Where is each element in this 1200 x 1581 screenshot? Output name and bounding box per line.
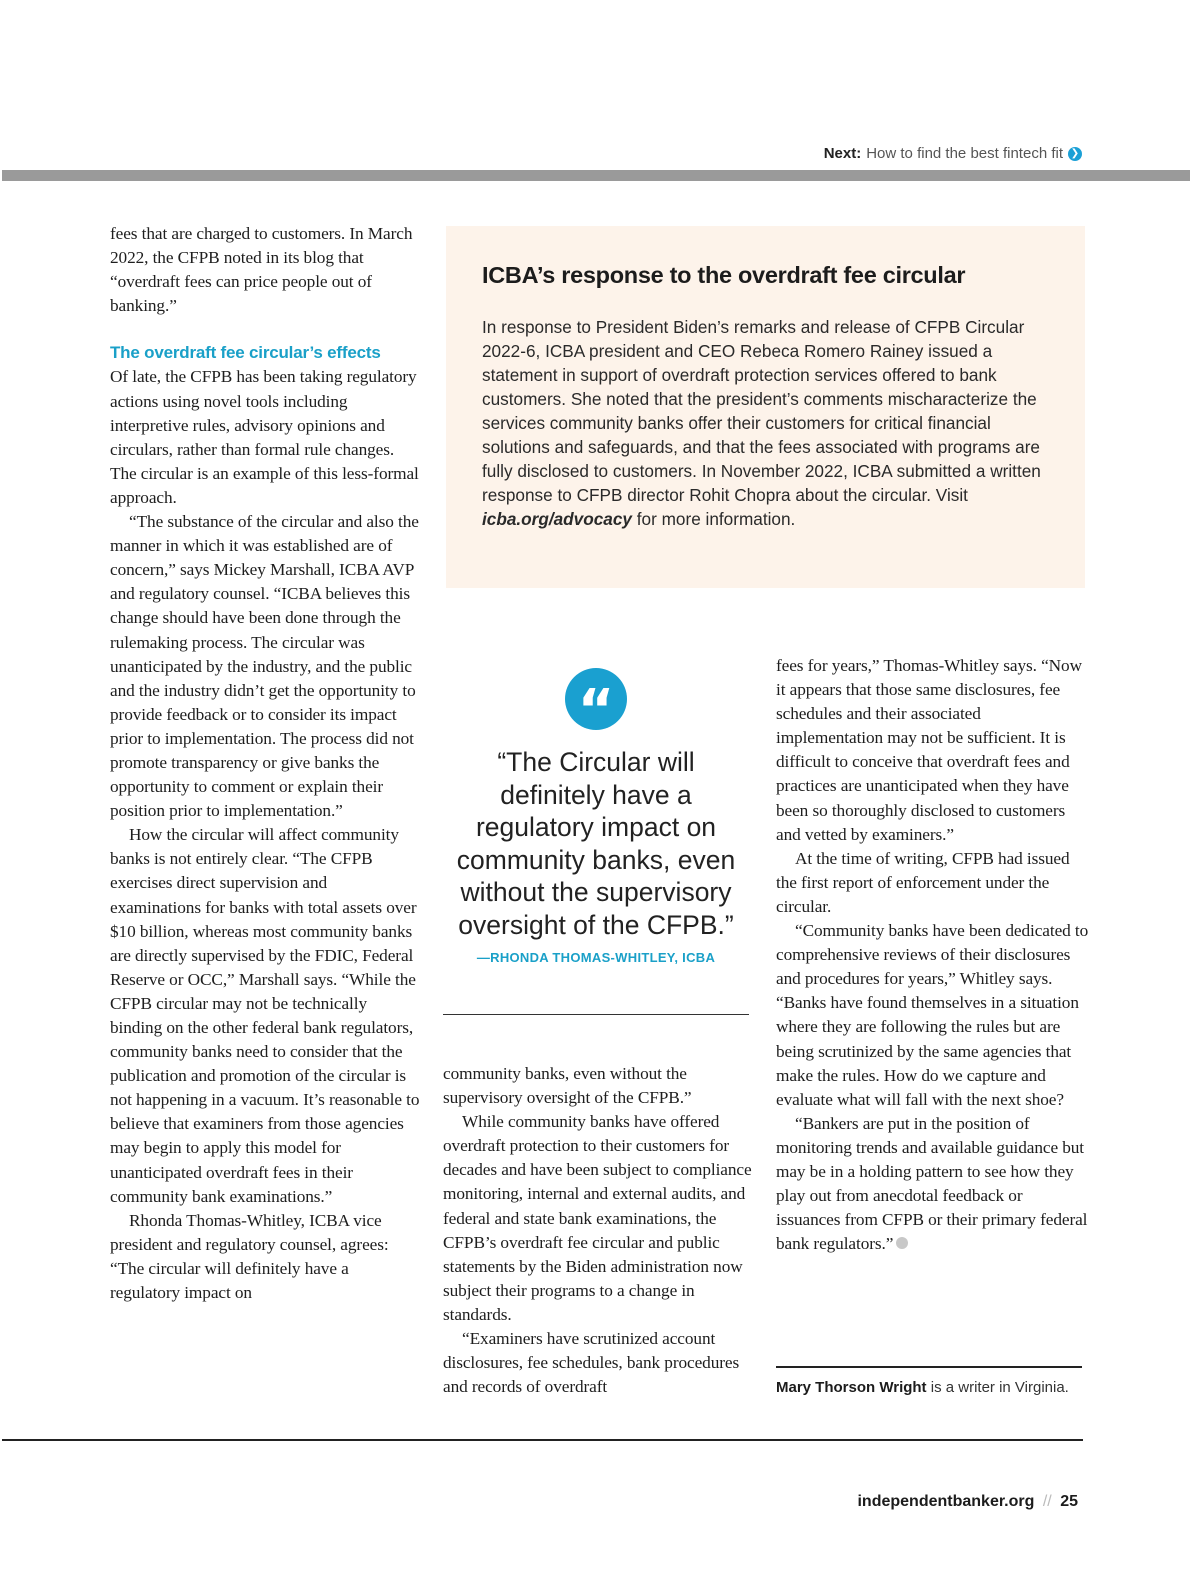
paragraph: “The substance of the circular and also the manner in which it was established are of concern,” says Mickey Marshall, ICBA AVP and regulatory counsel. “ICBA believes this change should have been done through the rulemaking process. The circular was unanticipated by the industry, and the public and the industry didn’t get the opportunity to provide feedback or to consider its impact prior to implementation. The process did not promote transparency or give banks the opportunity to comment or explain their position prior to implementation.”: [110, 512, 419, 821]
advocacy-link[interactable]: icba.org/advocacy: [482, 509, 632, 529]
section-subhead: The overdraft fee circular’s effects: [110, 343, 381, 363]
next-label: Next:: [823, 145, 862, 162]
top-divider-bar: [2, 170, 1190, 181]
end-mark-icon: [896, 1237, 908, 1249]
sidebar-visit-suffix: for more information.: [636, 509, 796, 529]
page-number: 25: [1060, 1493, 1078, 1510]
next-article-link[interactable]: [824, 145, 1082, 162]
pull-quote-attribution: —RHONDA THOMAS-WHITLEY, ICBA: [476, 950, 716, 965]
footer-site[interactable]: independentbanker.org: [857, 1493, 1035, 1510]
paragraph-text: “Bankers are put in the position of monitoring trends and available guidance but may be in a holding pattern to see how they play out from anecdotal feedback or issuances from CFPB or their primary federal bank regulators.”: [776, 1113, 1088, 1254]
bio-divider: [776, 1366, 1082, 1368]
article-column-1: [110, 222, 420, 1305]
sidebar-visit-prefix: Visit: [935, 485, 968, 505]
sidebar-text: In response to President Biden’s remarks and release of CFPB Circular 2022-6, ICBA president and CEO Rebeca Romero Rainey issued a statement in support of overdraft protection services offered to bank customers. She noted that the president’s comments mischaracterize the services community banks offer their customers for critical financial solutions and safeguards, and that the fees associated with programs are fully disclosed to customers. In November 2022, ICBA submitted a written response to CFPB director Rohit Chopra about the circular.: [482, 317, 1041, 505]
paragraph: Of late, the CFPB has been taking regulatory actions using novel tools including interpretive rules, advisory opinions and circulars, rather than formal rule changes. The circular is an example of this less-formal approach.: [110, 367, 419, 507]
article-column-3: [776, 654, 1091, 1256]
author-bio-text: is a writer in Virginia.: [930, 1379, 1069, 1396]
sidebar-title: ICBA’s response to the overdraft fee circular: [482, 262, 966, 288]
paragraph: “Community banks have been dedicated to comprehensive reviews of their disclosures and procedures for years,” Whitley says. “Banks have found themselves in a situation where they are following the rules but are being scrutinized by the same agencies that make the rules. How do we capture and evaluate what will fall with the next shoe?: [776, 921, 1089, 1109]
paragraph: How the circular will affect community banks is not entirely clear. “The CFPB exercises direct supervision and examinations for banks with total assets over $10 billion, whereas most community banks are directly supervised by the FDIC, Federal Reserve or OCC,” Marshall says. “While the CFPB circular may not be technically binding on the other federal bank regulators, community banks need to consider that the publication and promotion of the circular is not happening in a vacuum. It’s reasonable to believe that examiners from those agencies may begin to apply this model for unanticipated overdraft fees in their community bank examinations.”: [110, 825, 420, 1206]
sidebar-body: [482, 315, 1049, 531]
article-column-2: [443, 1062, 755, 1399]
page-footer: [857, 1493, 1078, 1511]
author-name: Mary Thorson Wright: [776, 1379, 927, 1396]
author-bio: [776, 1376, 1082, 1400]
chevron-right-circle-icon: ❯: [1068, 147, 1082, 161]
quote-icon: “: [565, 668, 627, 730]
footer-separator: //: [1042, 1493, 1052, 1510]
paragraph: fees for years,” Thomas-Whitley says. “Now it appears that those same disclosures, fee schedules and their associated implementation may not be sufficient. It is difficult to conceive that overdraft fees and practices are unanticipated when they have been so thoroughly disclosed to customers and vetted by examiners.”: [776, 656, 1082, 844]
paragraph: At the time of writing, CFPB had issued the first report of enforcement under the circular.: [776, 848, 1070, 916]
paragraph: “Examiners have scrutinized account disclosures, fee schedules, bank procedures and records of overdraft: [443, 1329, 740, 1397]
next-article-title: How to find the best fintech fit: [866, 145, 1063, 162]
sidebar-box: [446, 226, 1085, 588]
bottom-divider: [2, 1439, 1083, 1441]
pull-quote: “The Circular will definitely have a regulatory impact on community banks, even without the supervisory oversight of the CFPB.”: [456, 747, 736, 940]
pull-quote-divider: [443, 1014, 749, 1015]
paragraph: community banks, even without the supervisory oversight of the CFPB.”: [443, 1064, 692, 1108]
paragraph: While community banks have offered overdraft protection to their customers for decades and have been subject to compliance monitoring, internal and external audits, and federal and state bank examinations, the CFPB’s overdraft fee circular and public statements by the Biden administration now subject their programs to a change in standards.: [443, 1112, 752, 1324]
paragraph: Rhonda Thomas-Whitley, ICBA vice president and regulatory counsel, agrees: “The circular will definitely have a regulatory impact on: [110, 1210, 389, 1303]
last-paragraph: [776, 1112, 1091, 1257]
paragraph: fees that are charged to customers. In March 2022, the CFPB noted in its blog that “overdraft fees can price people out of banking.”: [110, 224, 413, 316]
